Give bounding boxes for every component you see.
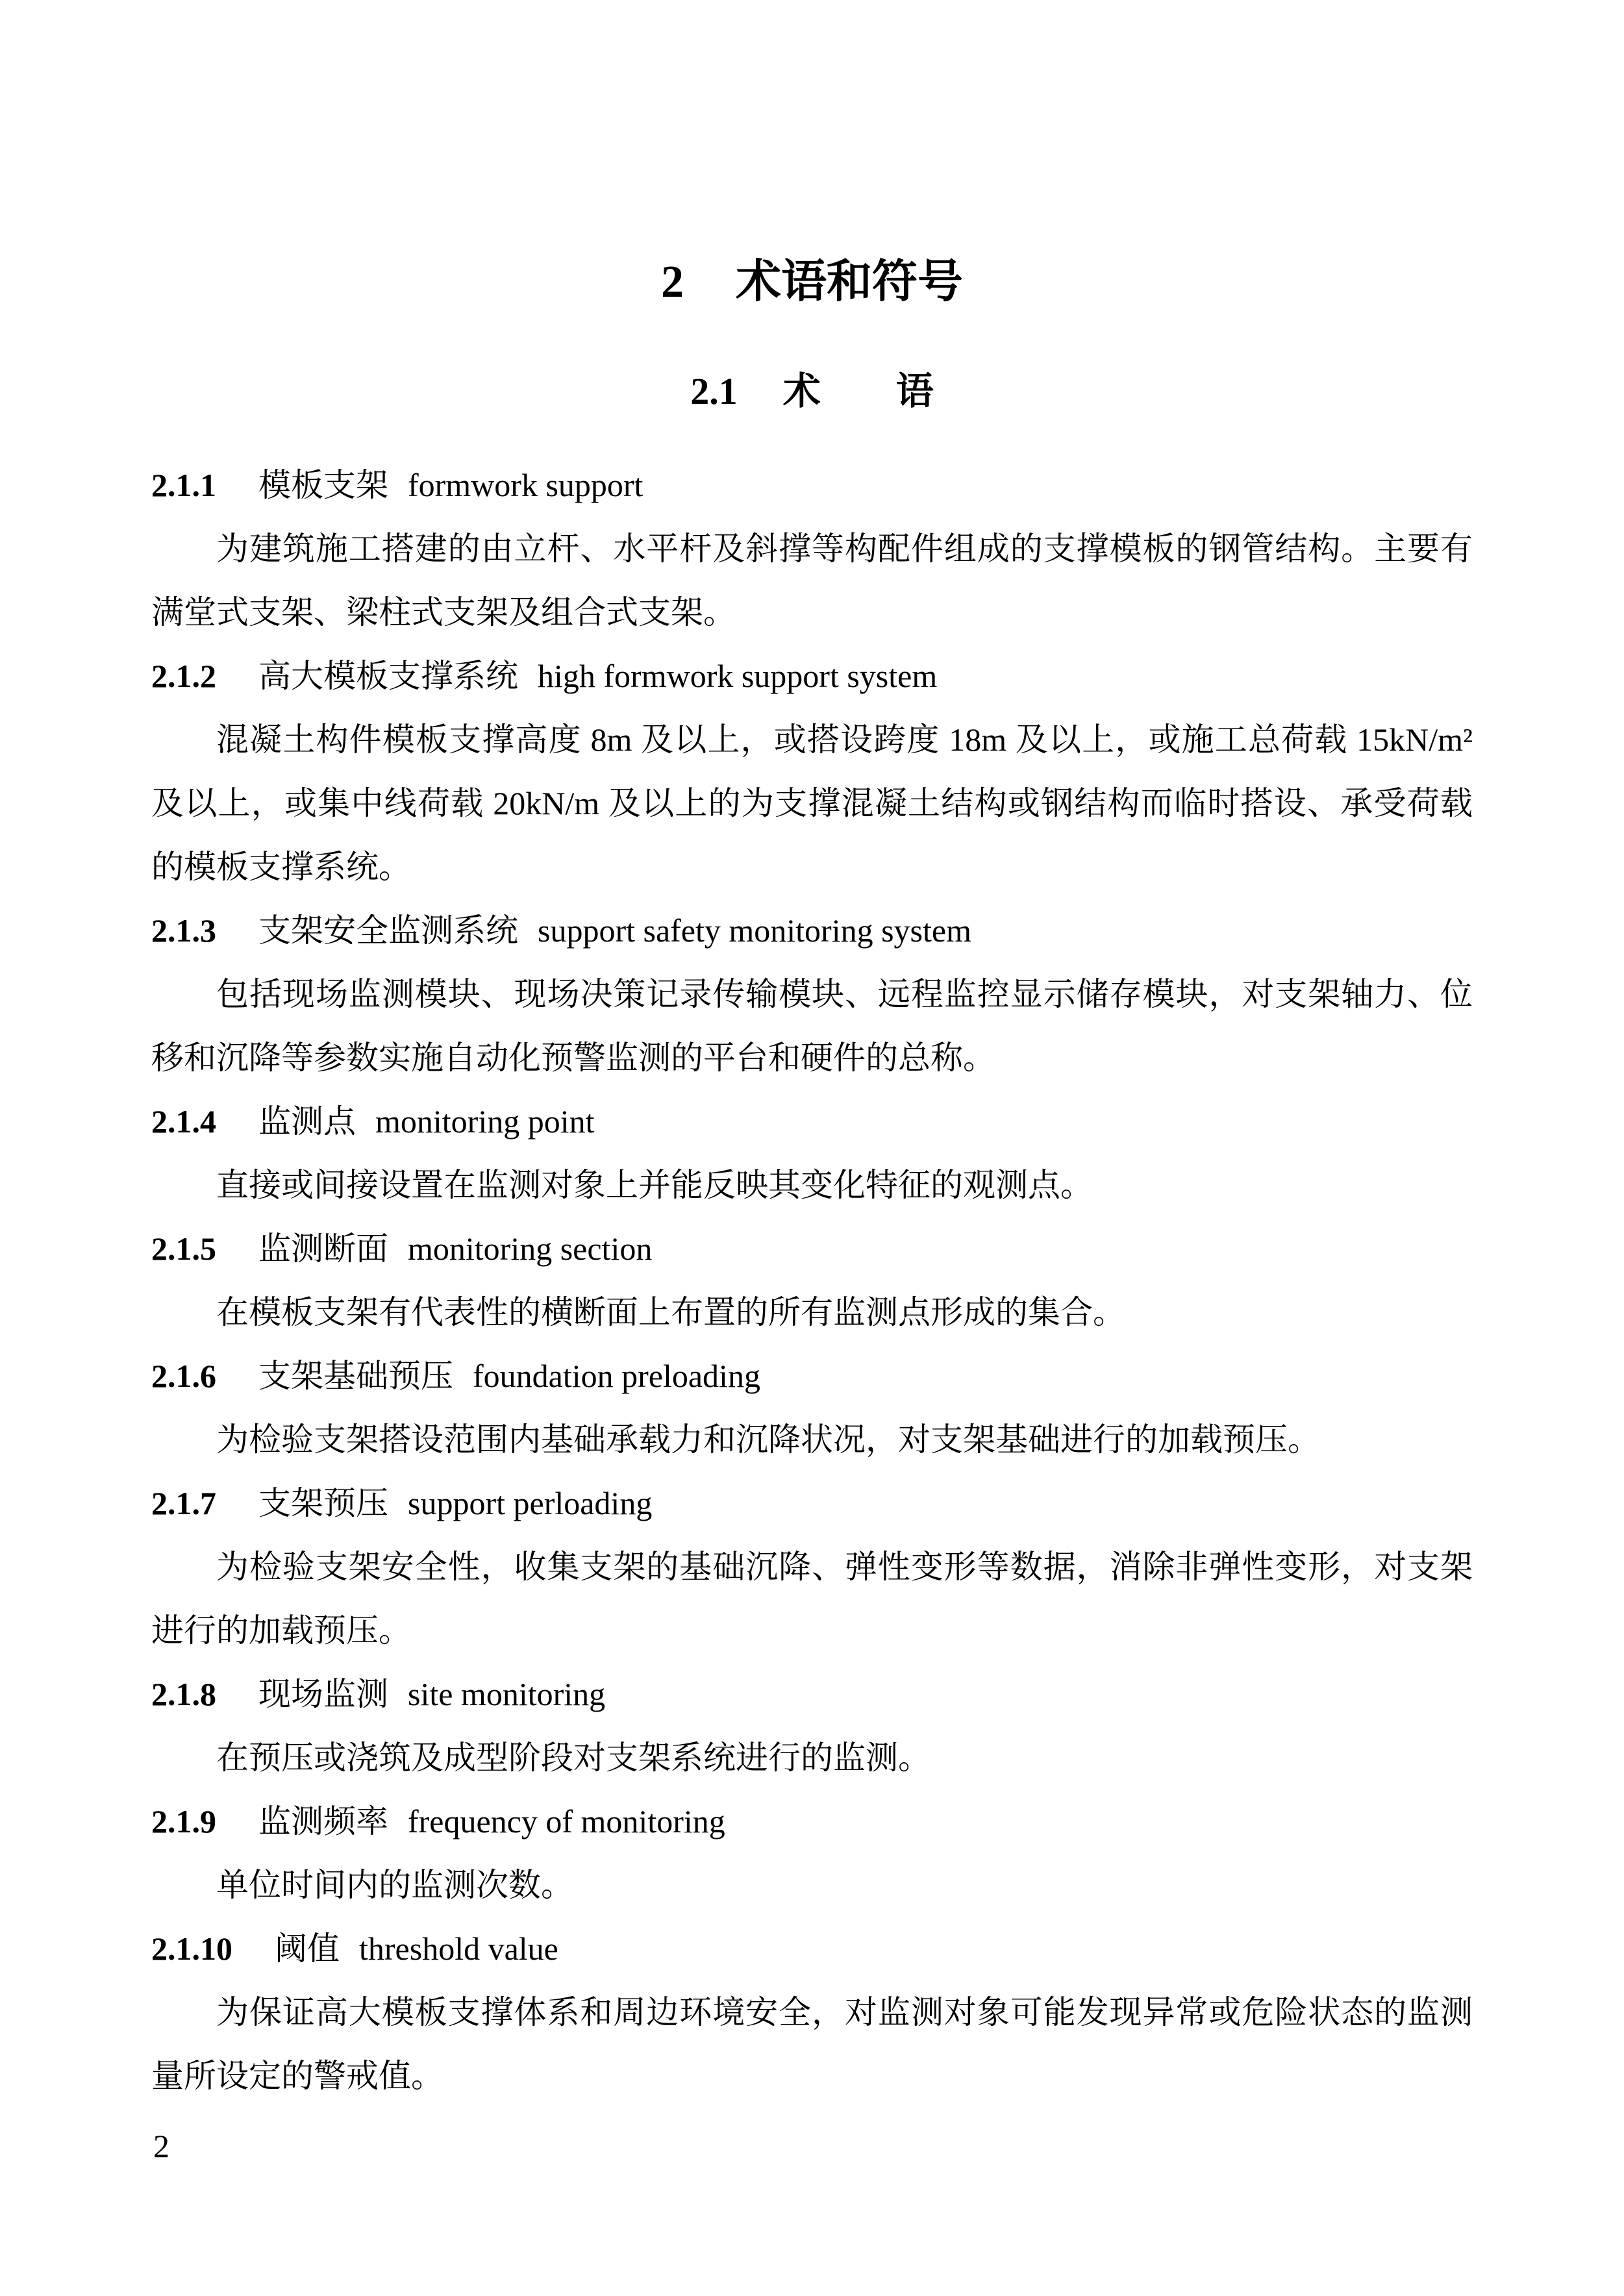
term-number: 2.1.9 (151, 1803, 216, 1840)
term-name-en: support safety monitoring system (538, 912, 971, 949)
term-entry (151, 1662, 1473, 1790)
term-definition: 在预压或浇筑及成型阶段对支架系统进行的监测。 (216, 1740, 931, 1776)
term-name-zh: 监测频率 (258, 1803, 388, 1840)
term-name-en: site monitoring (408, 1676, 606, 1712)
term-entry (151, 1090, 1473, 1217)
section-number: 2.1 (690, 370, 738, 412)
term-entry (151, 1344, 1473, 1471)
chapter-number: 2 (661, 257, 684, 307)
term-number: 2.1.8 (151, 1676, 216, 1712)
term-name-zh: 监测点 (258, 1103, 356, 1140)
term-number: 2.1.4 (151, 1103, 216, 1140)
term-name-zh: 高大模板支撑系统 (258, 658, 518, 694)
term-heading (151, 1471, 1473, 1535)
term-entry (151, 899, 1473, 1090)
section-title-text: 术 语 (782, 370, 934, 412)
term-number: 2.1.1 (151, 467, 216, 503)
term-name-en: threshold value (359, 1930, 558, 1967)
term-definition: 包括现场监测模块、现场决策记录传输模块、远程监控显示储存模块，对支架轴力、位移和沉降等参数实施自动化预警监测的平台和硬件的总称。 (151, 976, 1473, 1076)
term-definition: 为保证高大模板支撑体系和周边环境安全，对监测对象可能发现异常或危险状态的监测量所设定的警戒值。 (151, 1994, 1473, 2094)
term-number: 2.1.5 (151, 1230, 216, 1267)
term-definition: 为检验支架搭设范围内基础承载力和沉降状况，对支架基础进行的加载预压。 (216, 1421, 1320, 1458)
term-name-en: support perloading (408, 1485, 653, 1521)
term-heading (151, 453, 1473, 517)
term-definition: 单位时间内的监测次数。 (216, 1867, 573, 1903)
page-number: 2 (153, 2128, 169, 2164)
term-entry (151, 1917, 1473, 2108)
term-heading (151, 644, 1473, 708)
term-number: 2.1.7 (151, 1485, 216, 1521)
term-name-zh: 现场监测 (258, 1676, 388, 1712)
term-entry (151, 453, 1473, 644)
section-title (151, 370, 1473, 413)
term-heading (151, 1090, 1473, 1153)
term-definition: 混凝土构件模板支撑高度 8m 及以上，或搭设跨度 18m 及以上，或施工总荷载 15kN/m² 及以上，或集中线荷载 20kN/m 及以上的为支撑混凝土结构或钢结构而临时搭设、承受荷载的模板支撑系统。 (151, 721, 1473, 885)
chapter-title (151, 256, 1473, 308)
term-heading (151, 899, 1473, 962)
term-name-zh: 支架安全监测系统 (258, 912, 518, 949)
term-heading (151, 1917, 1473, 1980)
term-name-en: formwork support (408, 467, 643, 503)
term-heading (151, 1217, 1473, 1280)
chapter-title-text: 术语和符号 (736, 257, 963, 307)
term-name-en: monitoring section (408, 1230, 653, 1267)
term-heading (151, 1344, 1473, 1408)
terms-list (151, 453, 1473, 2108)
term-number: 2.1.3 (151, 912, 216, 949)
term-entry (151, 1217, 1473, 1344)
term-definition: 在模板支架有代表性的横断面上布置的所有监测点形成的集合。 (216, 1294, 1125, 1330)
term-name-en: high formwork support system (538, 658, 938, 694)
term-name-zh: 阈值 (275, 1930, 340, 1967)
term-name-en: frequency of monitoring (408, 1803, 725, 1840)
term-number: 2.1.2 (151, 658, 216, 694)
term-name-en: foundation preloading (473, 1358, 760, 1394)
term-name-zh: 支架预压 (258, 1485, 388, 1521)
term-entry (151, 1471, 1473, 1662)
term-heading (151, 1790, 1473, 1853)
term-definition: 直接或间接设置在监测对象上并能反映其变化特征的观测点。 (216, 1167, 1093, 1203)
term-entry (151, 1790, 1473, 1917)
term-name-zh: 支架基础预压 (258, 1358, 453, 1394)
term-name-zh: 模板支架 (258, 467, 388, 503)
term-number: 2.1.10 (151, 1930, 232, 1967)
term-definition: 为检验支架安全性，收集支架的基础沉降、弹性变形等数据，消除非弹性变形，对支架进行的加载预压。 (151, 1549, 1473, 1649)
term-heading (151, 1662, 1473, 1726)
term-definition: 为建筑施工搭建的由立杆、水平杆及斜撑等构配件组成的支撑模板的钢管结构。主要有满堂式支架、梁柱式支架及组合式支架。 (151, 530, 1473, 630)
term-name-zh: 监测断面 (258, 1230, 388, 1267)
term-number: 2.1.6 (151, 1358, 216, 1394)
term-entry (151, 644, 1473, 899)
term-name-en: monitoring point (375, 1103, 595, 1140)
